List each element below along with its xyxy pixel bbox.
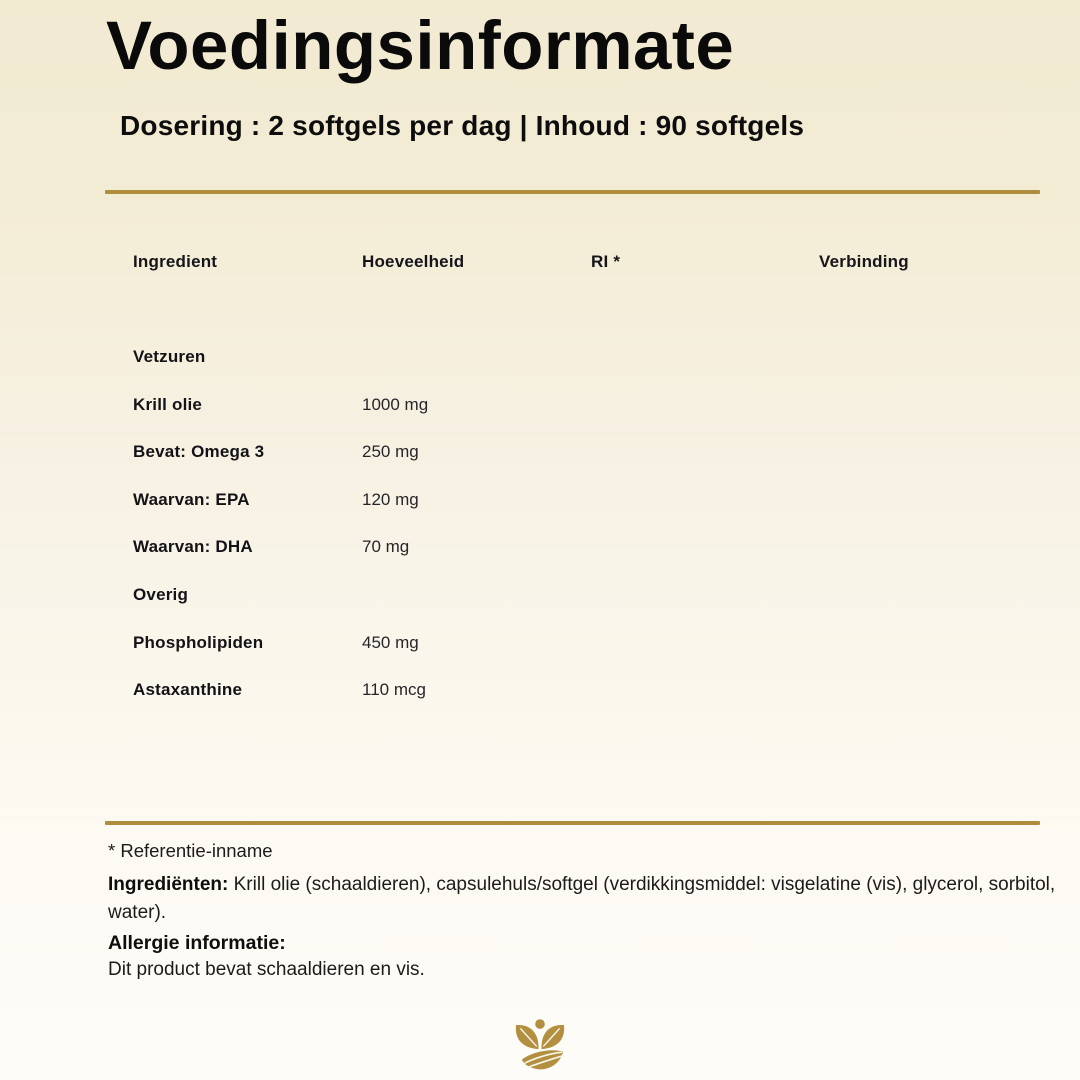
amount-value: 70 mg	[362, 537, 410, 557]
ingredient-name: Bevat: Omega 3	[133, 442, 265, 462]
table-header-row	[133, 252, 1040, 347]
ingredients-label: Ingrediënten:	[108, 874, 229, 895]
table-row	[133, 490, 1040, 538]
section-name: Overig	[133, 584, 189, 604]
table-row	[133, 395, 1040, 443]
ingredient-name: Krill olie	[133, 394, 203, 414]
allergy-heading: Allergie informatie:	[108, 932, 286, 954]
top-divider	[105, 190, 1040, 194]
ingredients-text: Krill olie (schaaldieren), capsulehuls/softgel (verdikkingsmiddel: visgelatine (vis), glycerol, sorbitol, water).	[108, 874, 1056, 923]
bottom-divider	[105, 821, 1040, 825]
allergy-statement: Dit product bevat schaaldieren en vis.	[108, 959, 425, 980]
dosage-subtitle: Dosering : 2 softgels per dag | Inhoud : 90 softgels	[120, 110, 805, 141]
ingredient-name: Waarvan: DHA	[133, 537, 253, 557]
brand-leaf-logo-icon	[508, 1017, 572, 1077]
column-header-hoeveelheid: Hoeveelheid	[362, 252, 465, 271]
column-header-ingredient: Ingredient	[133, 252, 218, 271]
amount-value: 250 mg	[362, 442, 419, 462]
column-header-ri: RI *	[591, 252, 621, 271]
table-section-row	[133, 585, 1040, 633]
page-title: Voedingsinformate	[106, 7, 735, 84]
ingredient-name: Waarvan: EPA	[133, 489, 250, 509]
amount-value: 1000 mg	[362, 394, 429, 414]
amount-value: 450 mg	[362, 632, 419, 652]
amount-value: 110 mcg	[362, 680, 426, 700]
table-row	[133, 537, 1040, 585]
column-header-verbinding: Verbinding	[819, 252, 909, 271]
table-row	[133, 633, 1040, 681]
reference-footnote: * Referentie-inname	[108, 840, 273, 861]
section-name: Vetzuren	[133, 347, 206, 366]
table-body	[133, 347, 1040, 728]
table-row	[133, 680, 1040, 728]
ingredient-name: Astaxanthine	[133, 680, 243, 700]
nutrition-table	[133, 252, 1040, 728]
ingredient-name: Phospholipiden	[133, 632, 264, 652]
table-row	[133, 442, 1040, 490]
amount-value: 120 mg	[362, 489, 419, 509]
table-section-row	[133, 347, 1040, 395]
ingredients-paragraph	[108, 871, 1056, 927]
